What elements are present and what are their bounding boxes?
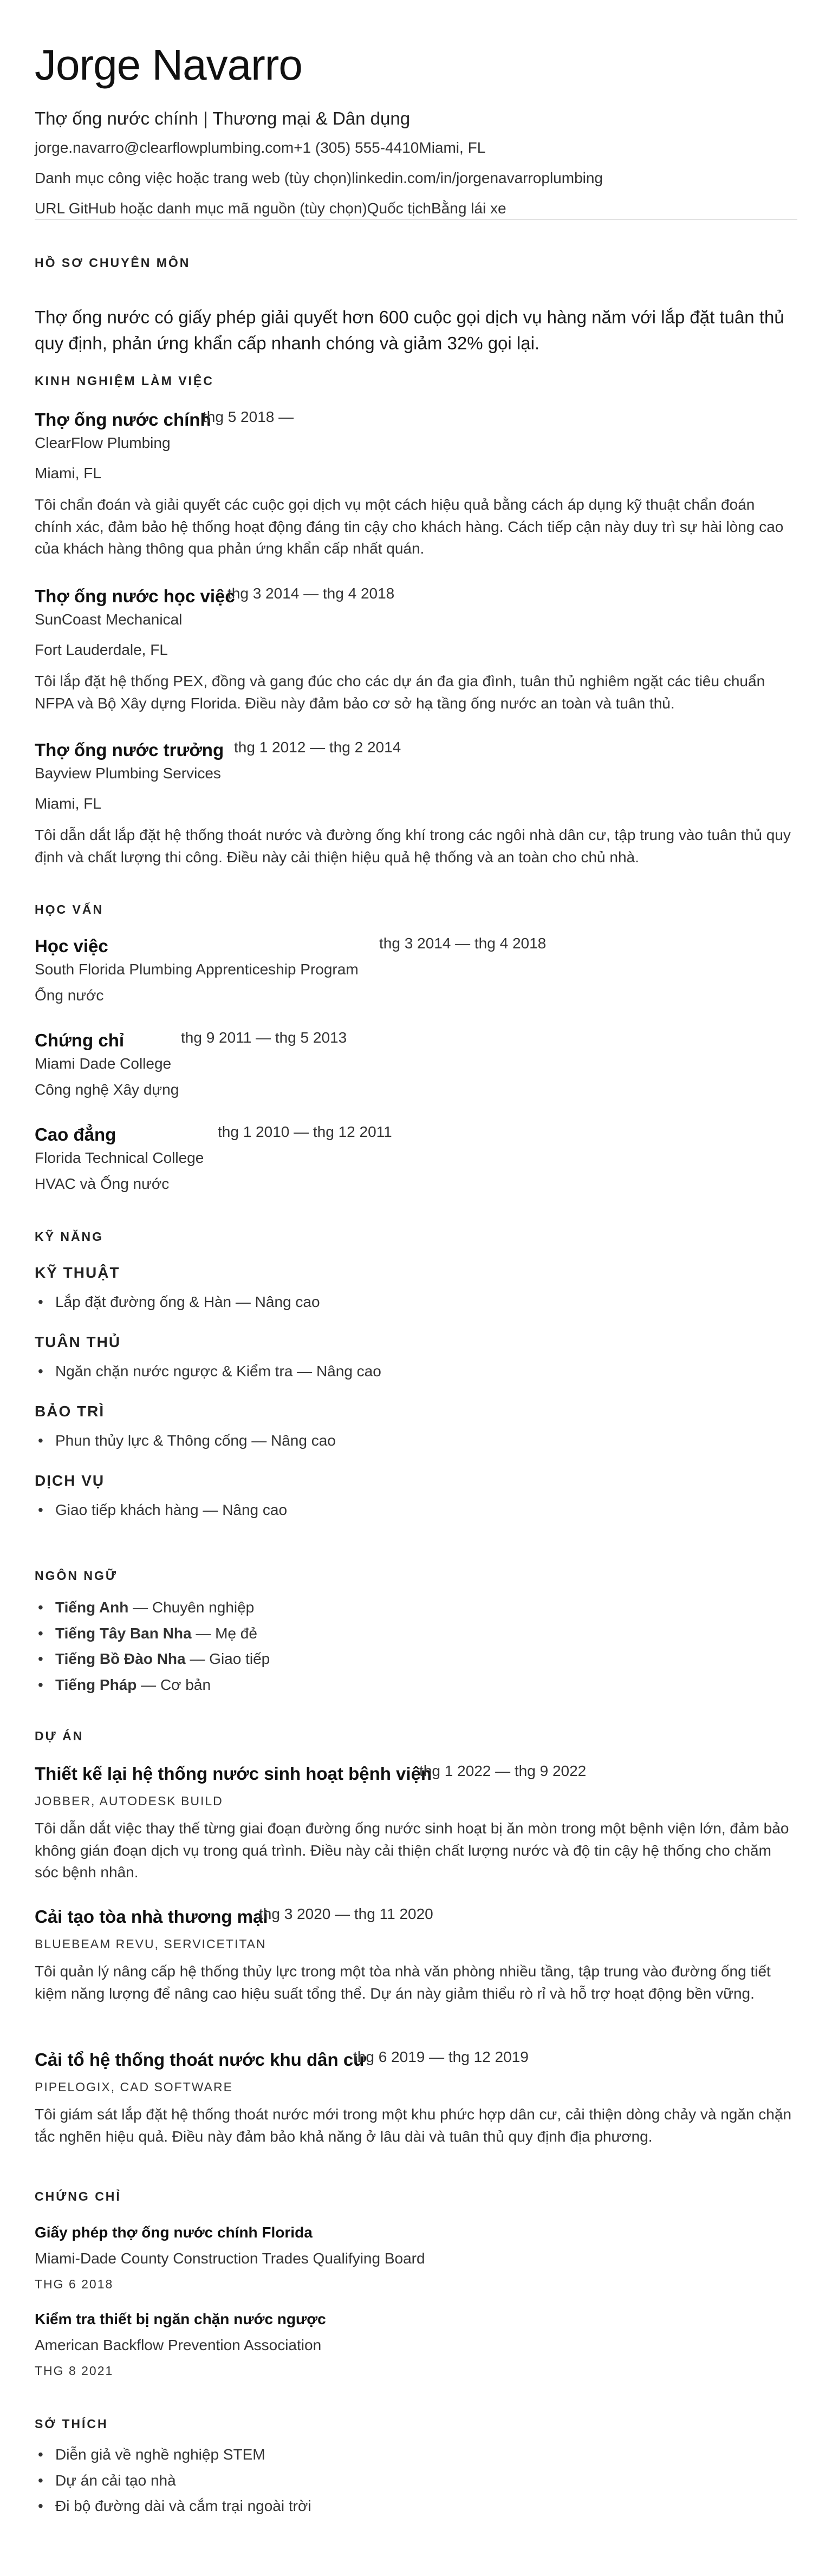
skills-section-title: KỸ NĂNG [35, 1230, 104, 1244]
contact-line-2: Danh mục công việc hoặc trang web (tùy chọn)linkedin.com/in/jorgenavarroplumbing [35, 170, 603, 186]
education-section-title: HỌC VẤN [35, 902, 104, 916]
project-title: Cải tạo tòa nhà thương mại [35, 1907, 268, 1927]
language-item [35, 1595, 270, 1621]
job-date: thg 1 2012 — thg 2 2014 [234, 739, 401, 756]
job-location: Miami, FL [35, 795, 101, 812]
contact-line-1: jorge.navarro@clearflowplumbing.com+1 (305) 555-4410Miami, FL [35, 139, 486, 156]
project-description: Tôi giám sát lắp đặt hệ thống thoát nước mới trong một khu phức hợp dân cư, cải thiện dòng chảy và ngăn chặn tắc nghẽn hiệu quả. Điều này đảm bảo khả năng ở lâu dài và tuân thủ quy định địa phương. [35, 2106, 792, 2145]
job-date: thg 3 2014 — thg 4 2018 [227, 585, 395, 602]
education-field: HVAC và Ống nước [35, 1175, 170, 1192]
skill-list [35, 1358, 381, 1384]
skill-category: BẢO TRÌ [35, 1403, 105, 1420]
education-date: thg 3 2014 — thg 4 2018 [379, 935, 547, 952]
job-title: Thợ ống nước trưởng [35, 740, 224, 760]
language-item [35, 1621, 270, 1647]
certification-date: THG 6 2018 [35, 2277, 114, 2291]
job-description: Tôi dẫn dắt lắp đặt hệ thống thoát nước và đường ống khí trong các ngôi nhà dân cư, tập trung vào tuân thủ quy định và chất lượng thi công. Điều này cải thiện hiệu quả hệ thống và an toàn cho chủ nhà. [35, 827, 791, 866]
interest-list [35, 2442, 311, 2519]
skill-list [35, 1289, 320, 1315]
header-divider [35, 219, 797, 220]
language-level: — Chuyên nghiệp [128, 1599, 255, 1616]
profile-section-title: HỒ SƠ CHUYÊN MÔN [35, 256, 191, 270]
interest-item: • Diễn giả về nghề nghiệp STEM [35, 2442, 311, 2468]
education-degree: Cao đẳng [35, 1124, 116, 1144]
certification-issuer: American Backflow Prevention Association [35, 2337, 322, 2353]
contact-line-3: URL GitHub hoặc danh mục mã nguồn (tùy chọn)Quốc tịchBằng lái xe [35, 200, 506, 217]
project-tools: PIPELOGIX, CAD SOFTWARE [35, 2080, 233, 2094]
language-name: Tiếng Anh [55, 1599, 129, 1616]
education-field: Ống nước [35, 987, 104, 1004]
job-company: ClearFlow Plumbing [35, 434, 171, 451]
projects-section-title: DỰ ÁN [35, 1729, 84, 1743]
education-field: Công nghệ Xây dựng [35, 1081, 179, 1098]
language-name: Tiếng Tây Ban Nha [55, 1624, 192, 1642]
skill-category: TUÂN THỦ [35, 1333, 121, 1350]
certifications-section-title: CHỨNG CHỈ [35, 2189, 121, 2203]
certification-issuer: Miami-Dade County Construction Trades Qualifying Board [35, 2250, 425, 2267]
certification-date: THG 8 2021 [35, 2364, 114, 2378]
skill-category: KỸ THUẬT [35, 1264, 120, 1281]
project-description: Tôi quản lý nâng cấp hệ thống thủy lực trong một tòa nhà văn phòng nhiều tầng, tập trung vào đường ống tiết kiệm năng lượng để nâng cao hiệu suất tổng thể. Dự án này giảm thiểu rò rỉ và hỗ trợ hoạt động bền vững. [35, 1963, 771, 2002]
certification-name: Kiểm tra thiết bị ngăn chặn nước ngược [35, 2311, 326, 2327]
candidate-headline: Thợ ống nước chính | Thương mại & Dân dụng [35, 108, 411, 128]
project-tools: BLUEBEAM REVU, SERVICETITAN [35, 1937, 266, 1951]
experience-section-title: KINH NGHIỆM LÀM VIỆC [35, 374, 214, 388]
skill-item: • Phun thủy lực & Thông cống — Nâng cao [35, 1428, 336, 1454]
job-description: Tôi chẩn đoán và giải quyết các cuộc gọi dịch vụ một cách hiệu quả bằng cách áp dụng kỹ thuật chẩn đoán chính xác, đảm bảo hệ thống hoạt động đáng tin cậy cho khách hàng. Cách tiếp cận này duy trì sự hài lòng cao của khách hàng thông qua phản ứng khẩn cấp nhất quán. [35, 496, 784, 557]
project-title: Thiết kế lại hệ thống nước sinh hoạt bệnh viện [35, 1764, 432, 1784]
language-level: — Cơ bản [136, 1676, 211, 1693]
education-date: thg 9 2011 — thg 5 2013 [181, 1029, 347, 1046]
job-title: Thợ ống nước học việc [35, 586, 235, 606]
language-list [35, 1595, 270, 1697]
project-title: Cải tổ hệ thống thoát nước khu dân cư [35, 2050, 367, 2070]
job-location: Miami, FL [35, 465, 101, 482]
job-description: Tôi lắp đặt hệ thống PEX, đồng và gang đúc cho các dự án đa gia đình, tuân thủ nghiêm ngặt các tiêu chuẩn NFPA và Bộ Xây dựng Florida. Điều này đảm bảo cơ sở hạ tầng ống nước an toàn và tuân thủ. [35, 673, 765, 712]
languages-section-title: NGÔN NGỮ [35, 1569, 118, 1583]
education-degree: Học việc [35, 936, 108, 956]
skill-item: • Ngăn chặn nước ngược & Kiểm tra — Nâng cao [35, 1358, 381, 1384]
skill-category: DỊCH VỤ [35, 1472, 105, 1489]
project-date: thg 6 2019 — thg 12 2019 [353, 2048, 529, 2065]
skill-item: • Giao tiếp khách hàng — Nâng cao [35, 1497, 287, 1523]
interest-item: • Dự án cải tạo nhà [35, 2468, 311, 2494]
candidate-name: Jorge Navarro [35, 41, 302, 89]
skill-item: • Lắp đặt đường ống & Hàn — Nâng cao [35, 1289, 320, 1315]
skill-list [35, 1497, 287, 1523]
interest-item: • Đi bộ đường dài và cắm trại ngoài trời [35, 2493, 311, 2519]
interests-section-title: SỞ THÍCH [35, 2417, 108, 2431]
project-date: thg 3 2020 — thg 11 2020 [259, 1905, 433, 1922]
education-date: thg 1 2010 — thg 12 2011 [218, 1123, 392, 1140]
language-name: Tiếng Bồ Đào Nha [55, 1650, 186, 1668]
job-title: Thợ ống nước chính [35, 409, 211, 430]
language-level: — Mẹ đẻ [191, 1624, 257, 1642]
skill-list [35, 1428, 336, 1454]
job-company: SunCoast Mechanical [35, 611, 183, 628]
job-location: Fort Lauderdale, FL [35, 641, 168, 658]
education-degree: Chứng chỉ [35, 1030, 125, 1050]
job-date: thg 5 2018 — [203, 408, 294, 425]
education-school: Miami Dade College [35, 1055, 172, 1072]
education-school: Florida Technical College [35, 1149, 204, 1166]
language-item [35, 1646, 270, 1672]
project-description: Tôi dẫn dắt việc thay thế từng giai đoạn đường ống nước sinh hoạt bị ăn mòn trong một bệnh viện lớn, đảm bảo không gián đoạn dịch vụ trong quá trình. Điều này cải thiện chất lượng nước và độ tin cậy hệ thống cho chăm sóc bệnh nhân. [35, 1820, 789, 1881]
language-item [35, 1672, 270, 1698]
project-tools: JOBBER, AUTODESK BUILD [35, 1794, 223, 1808]
education-school: South Florida Plumbing Apprenticeship Program [35, 961, 359, 978]
project-date: thg 1 2022 — thg 9 2022 [419, 1762, 587, 1779]
profile-summary: Thợ ống nước có giấy phép giải quyết hơn 600 cuộc gọi dịch vụ hàng năm với lắp đặt tuân thủ quy định, phản ứng khẩn cấp nhanh chóng và giảm 32% gọi lại. [35, 307, 784, 353]
job-company: Bayview Plumbing Services [35, 765, 221, 782]
certification-name: Giấy phép thợ ống nước chính Florida [35, 2224, 313, 2241]
language-name: Tiếng Pháp [55, 1676, 137, 1693]
language-level: — Giao tiếp [185, 1650, 270, 1668]
